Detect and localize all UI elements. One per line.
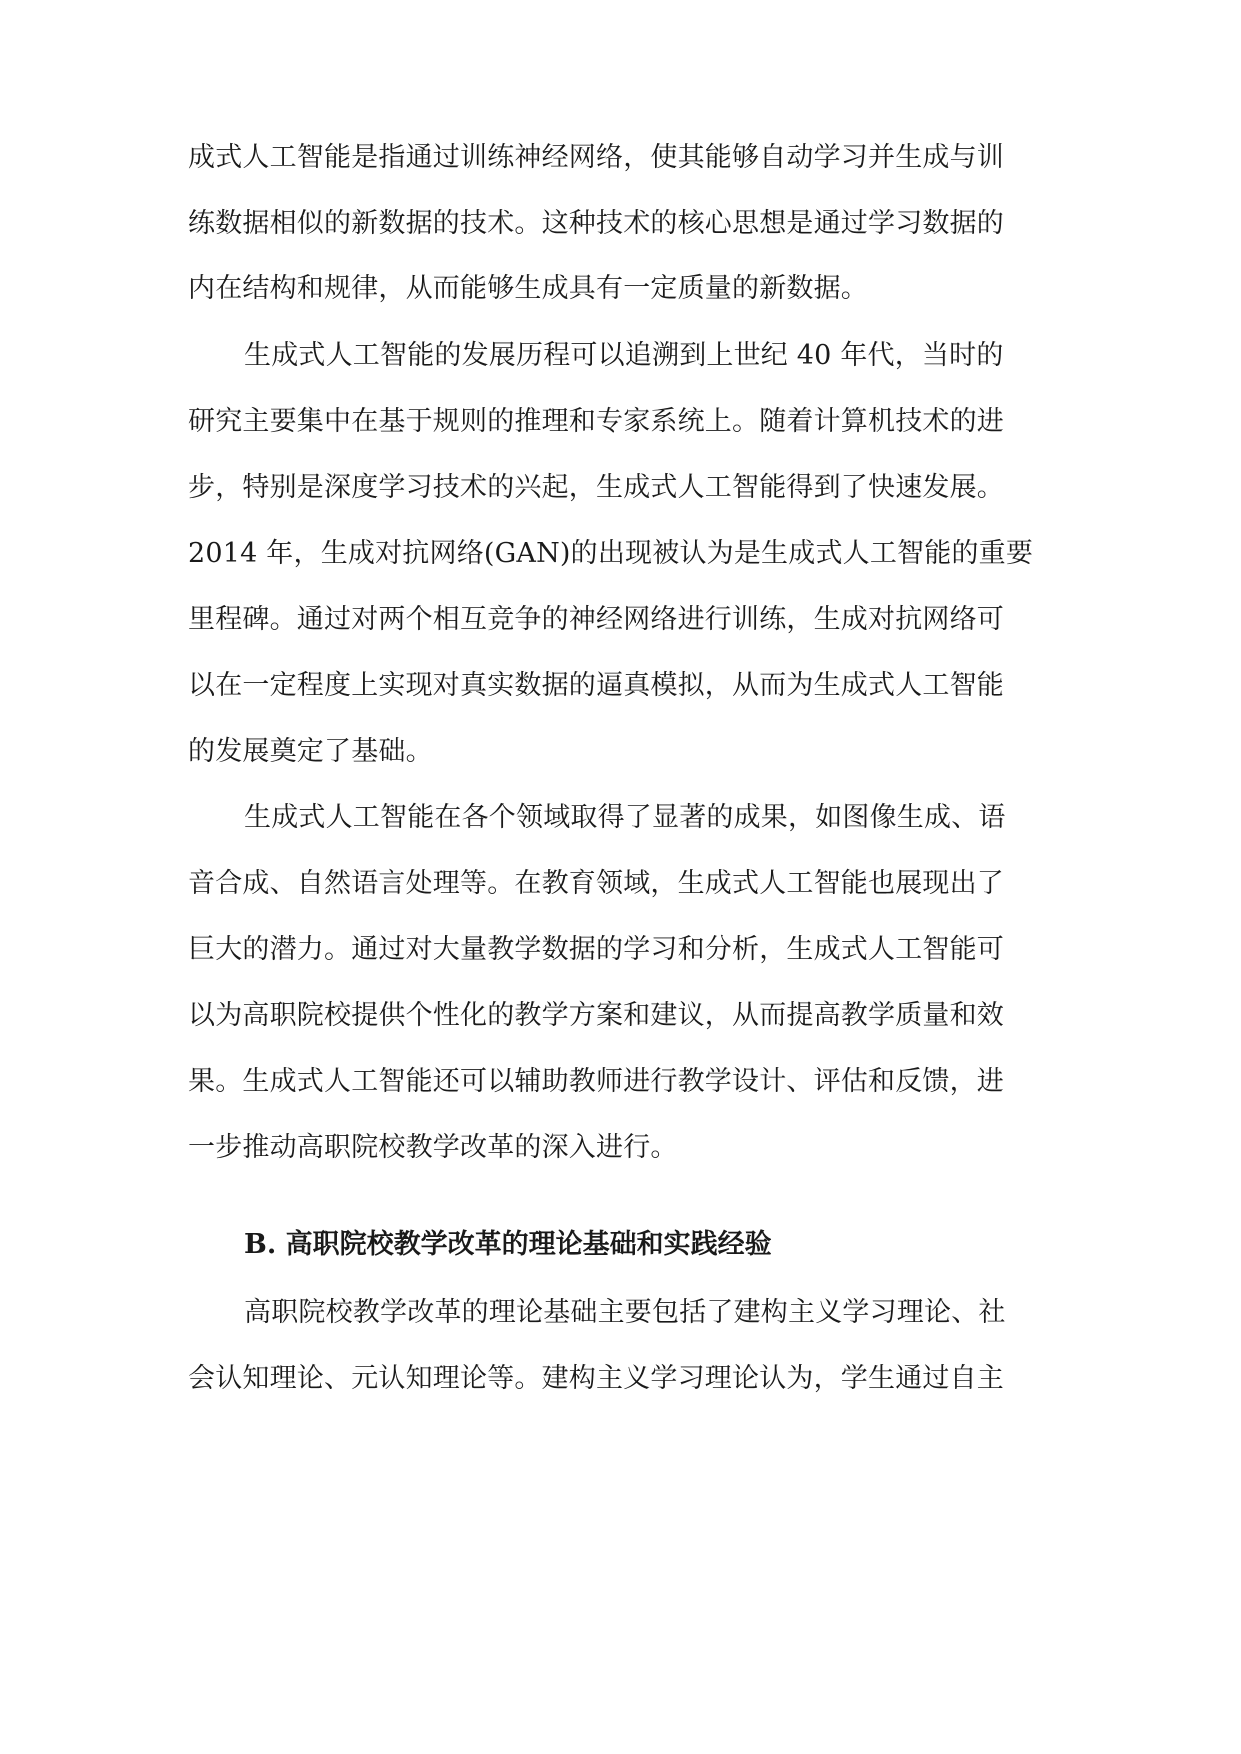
body-text-line: 巨大的潜力。通过对大量教学数据的学习和分析，生成式人工智能可 — [188, 934, 1004, 965]
body-text-line: 的发展奠定了基础。 — [188, 736, 433, 767]
body-text-line: 研究主要集中在基于规则的推理和专家系统上。随着计算机技术的进 — [188, 406, 1004, 437]
body-text-line: 生成式人工智能的发展历程可以追溯到上世纪 40 年代，当时的 — [244, 340, 1004, 371]
body-text-line: 高职院校教学改革的理论基础主要包括了建构主义学习理论、社 — [244, 1297, 1006, 1328]
body-text-line: 果。生成式人工智能还可以辅助教师进行教学设计、评估和反馈，进 — [188, 1066, 1004, 1097]
section-heading: B. 高职院校教学改革的理论基础和实践经验 — [244, 1229, 772, 1260]
body-text-line: 内在结构和规律，从而能够生成具有一定质量的新数据。 — [188, 273, 868, 304]
body-text-line: 生成式人工智能在各个领域取得了显著的成果，如图像生成、语 — [244, 802, 1006, 833]
body-text-line: 步，特别是深度学习技术的兴起，生成式人工智能得到了快速发展。 — [188, 472, 1004, 503]
body-text-line: 音合成、自然语言处理等。在教育领域，生成式人工智能也展现出了 — [188, 868, 1004, 899]
body-text-line: 2014 年，生成对抗网络(GAN)的出现被认为是生成式人工智能的重要 — [188, 538, 1034, 569]
body-text-line: 一步推动高职院校教学改革的深入进行。 — [188, 1132, 678, 1163]
body-text-line: 里程碑。通过对两个相互竞争的神经网络进行训练，生成对抗网络可 — [188, 604, 1004, 635]
body-text-line: 成式人工智能是指通过训练神经网络，使其能够自动学习并生成与训 — [188, 142, 1004, 173]
body-text-line: 以在一定程度上实现对真实数据的逼真模拟，从而为生成式人工智能 — [188, 670, 1004, 701]
body-text-line: 以为高职院校提供个性化的教学方案和建议，从而提高教学质量和效 — [188, 1000, 1004, 1031]
body-text-line: 会认知理论、元认知理论等。建构主义学习理论认为，学生通过自主 — [188, 1363, 1004, 1394]
body-text-line: 练数据相似的新数据的技术。这种技术的核心思想是通过学习数据的 — [188, 208, 1004, 239]
